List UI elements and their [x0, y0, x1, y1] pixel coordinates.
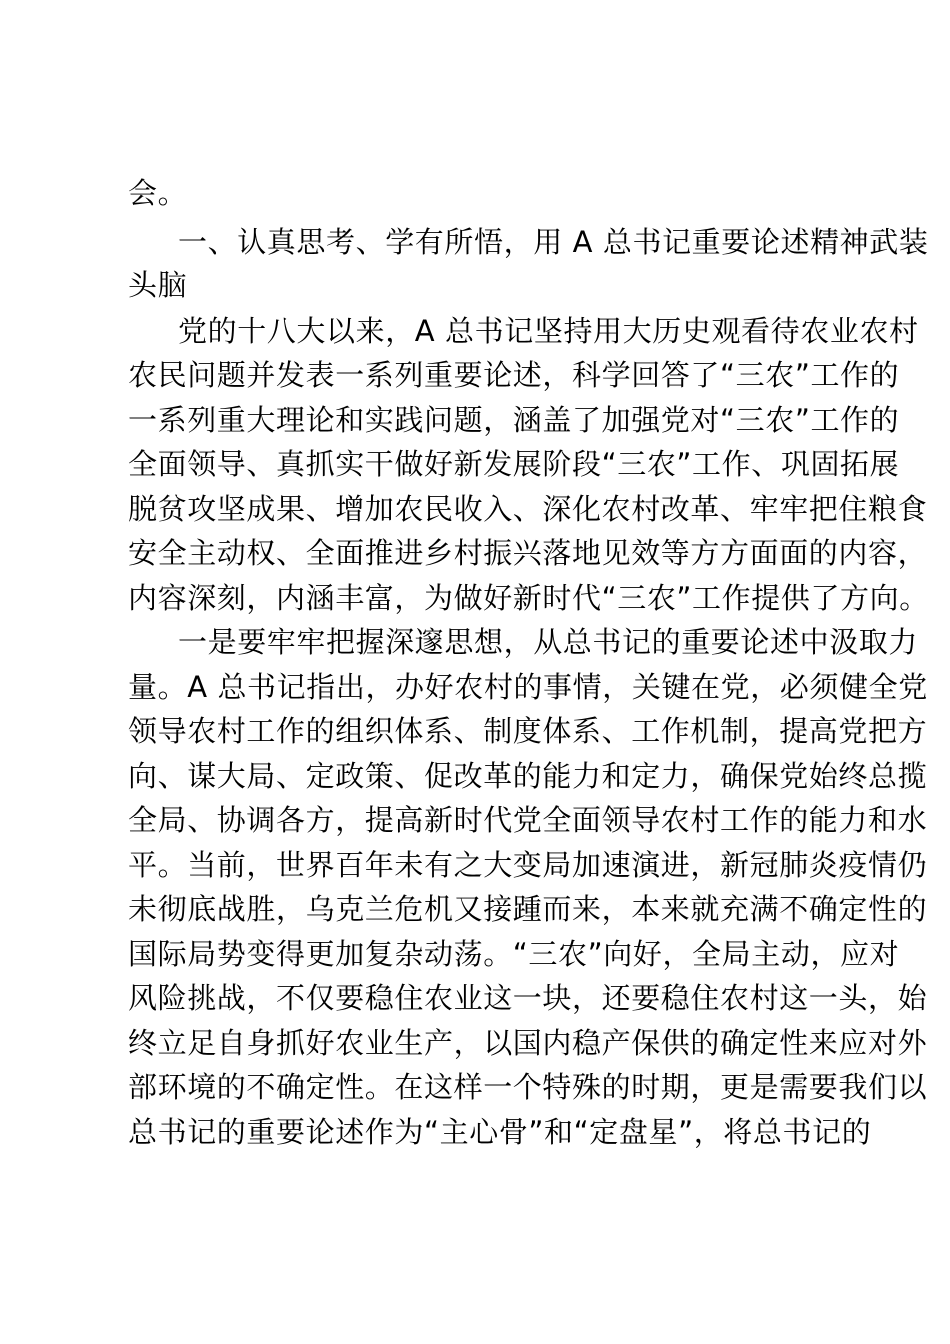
text-line: 国际局势变得更加复杂动荡。“三农”向好，全局主动，应对 — [128, 937, 900, 971]
text-line: 未彻底战胜，乌克兰危机又接踵而来，本来就充满不确定性的 — [128, 892, 928, 926]
text-line: 平。当前，世界百年未有之大变局加速演进，新冠肺炎疫情仍 — [128, 848, 928, 882]
text-line: 量。A 总书记指出，办好农村的事情，关键在党，必须健全党 — [128, 670, 928, 704]
text-line: 安全主动权、全面推进乡村振兴落地见效等方方面面的内容， — [128, 536, 928, 570]
text-line: 部环境的不确定性。在这样一个特殊的时期，更是需要我们以 — [128, 1070, 928, 1104]
text-line: 一系列重大理论和实践问题，涵盖了加强党对“三农”工作的 — [128, 403, 900, 437]
text-line: 全局、协调各方，提高新时代党全面领导农村工作的能力和水 — [128, 803, 928, 837]
section-heading: 一、认真思考、学有所悟，用 A 总书记重要论述精神武装 — [178, 225, 929, 259]
section-heading-continuation: 头脑 — [128, 268, 188, 302]
text-line: 终立足自身抓好农业生产，以国内稳产保供的确定性来应对外 — [128, 1026, 928, 1060]
text-line: 农民问题并发表一系列重要论述，科学回答了“三农”工作的 — [128, 358, 900, 392]
text-line: 全面领导、真抓实干做好新发展阶段“三农”工作、巩固拓展 — [128, 447, 900, 481]
text-line: 会。 — [128, 176, 188, 210]
text-line: 向、谋大局、定政策、促改革的能力和定力，确保党始终总揽 — [128, 759, 928, 793]
text-line: 党的十八大以来，A 总书记坚持用大历史观看待农业农村 — [178, 314, 919, 348]
text-line: 一是要牢牢把握深邃思想，从总书记的重要论述中汲取力 — [178, 625, 919, 659]
text-line: 领导农村工作的组织体系、制度体系、工作机制，提高党把方 — [128, 714, 928, 748]
text-line: 风险挑战，不仅要稳住农业这一块，还要稳住农村这一头，始 — [128, 981, 928, 1015]
text-line: 脱贫攻坚成果、增加农民收入、深化农村改革、牢牢把住粮食 — [128, 492, 928, 526]
text-line: 总书记的重要论述作为“主心骨”和“定盘星”，将总书记的 — [128, 1115, 872, 1149]
text-line: 内容深刻，内涵丰富，为做好新时代“三农”工作提供了方向。 — [128, 581, 929, 615]
